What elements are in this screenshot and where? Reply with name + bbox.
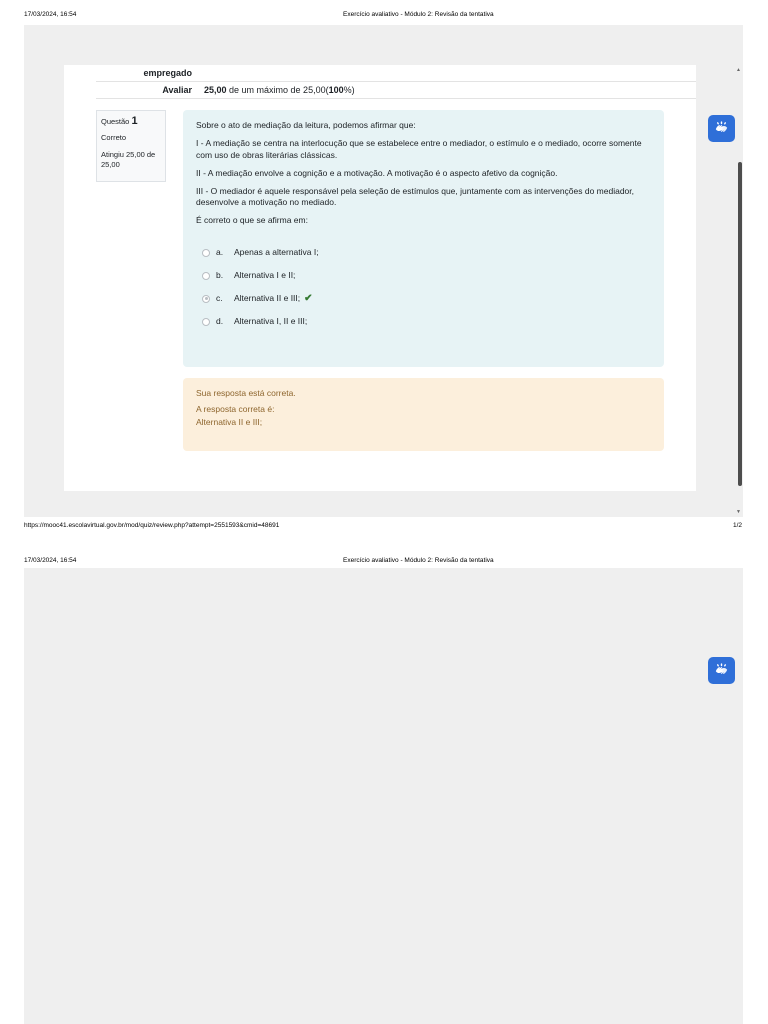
- question-statement-1: I - A mediação se centra na interlocução que se estabelece entre o mediador, o estímulo e o mediado, ocorre somente com uso de obras literárias clássicas.: [196, 137, 642, 160]
- answer-letter: a.: [216, 246, 224, 257]
- quiz-review-page: [64, 65, 696, 491]
- print-doc-title: Exercício avaliativo - Módulo 2: Revisão da tentativa: [343, 557, 494, 564]
- score-percent: 100: [328, 85, 344, 95]
- question-info-box: [96, 110, 166, 182]
- question-feedback: [183, 378, 664, 451]
- question-state: Correto: [101, 133, 127, 142]
- answer-text: Apenas a alternativa I;: [234, 246, 319, 257]
- summary-label: Avaliar: [162, 85, 192, 95]
- print-datetime: 17/03/2024, 16:54: [24, 11, 77, 18]
- sign-language-hands-icon: [713, 120, 730, 137]
- attempt-summary-table: [96, 65, 696, 99]
- question-intro: Sobre o ato de mediação da leitura, podemos afirmar que:: [196, 120, 416, 130]
- question-label: Questão: [101, 117, 130, 126]
- question-grade: Atingiu 25,00 de 25,00: [101, 150, 156, 170]
- browser-viewport: [24, 25, 743, 517]
- answer-text: Alternativa II e III;: [234, 292, 301, 303]
- question-number-value: 1: [131, 115, 138, 127]
- radio-button[interactable]: [202, 318, 210, 326]
- radio-button[interactable]: [202, 272, 210, 280]
- print-datetime: 17/03/2024, 16:54: [24, 557, 77, 564]
- question-statement-3: III - O mediador é aquele responsável pela seleção de estímulos que, juntamente com as intervenções do mediador, desenvolve a motivação no mediado.: [196, 185, 635, 208]
- scrollbar-thumb[interactable]: [738, 162, 742, 486]
- question-content: [183, 110, 664, 367]
- question-prompt: É correto o que se afirma em:: [196, 215, 308, 226]
- answer-letter: b.: [216, 269, 224, 280]
- accessibility-button[interactable]: [708, 115, 735, 142]
- score-suffix: %): [343, 85, 355, 95]
- sign-language-hands-icon: [713, 662, 730, 679]
- radio-button-selected[interactable]: [202, 295, 210, 303]
- check-icon: ✔: [304, 292, 313, 304]
- feedback-correct-label: A resposta correta é:: [196, 403, 275, 414]
- summary-label: empregado: [143, 68, 192, 78]
- print-url: https://mooc41.escolavirtual.gov.br/mod/quiz/review.php?attempt=2551593&cmid=48691: [24, 522, 280, 529]
- scroll-up-arrow[interactable]: ▲: [736, 67, 741, 73]
- answer-list: [196, 241, 651, 333]
- answer-text: Alternativa I e II;: [234, 269, 296, 280]
- print-page-number: 1/2: [733, 522, 743, 529]
- feedback-correct-answer: Alternativa II e III;: [196, 416, 263, 427]
- summary-row-empregado: [96, 65, 696, 82]
- question-number: [101, 115, 161, 127]
- accessibility-button[interactable]: [708, 657, 735, 684]
- scroll-down-arrow[interactable]: ▼: [736, 509, 741, 515]
- answer-option-d[interactable]: [196, 310, 651, 333]
- summary-score: [198, 85, 355, 95]
- question-statement-2: II - A mediação envolve a cognição e a motivação. A motivação é o aspecto afetivo da cognição.: [196, 167, 558, 178]
- radio-button[interactable]: [202, 249, 210, 257]
- answer-option-c[interactable]: [196, 287, 651, 310]
- answer-letter: c.: [216, 292, 223, 303]
- score-text: de um máximo de 25,00(: [226, 85, 329, 95]
- print-doc-title: Exercício avaliativo - Módulo 2: Revisão da tentativa: [343, 11, 494, 18]
- answer-text: Alternativa I, II e III;: [234, 315, 308, 326]
- feedback-result: Sua resposta está correta.: [196, 388, 296, 398]
- summary-row-avaliar: [96, 82, 696, 99]
- answer-option-a[interactable]: [196, 241, 651, 264]
- score-value: 25,00: [204, 85, 227, 95]
- answer-option-b[interactable]: [196, 264, 651, 287]
- browser-viewport: [24, 568, 743, 1024]
- answer-letter: d.: [216, 315, 224, 326]
